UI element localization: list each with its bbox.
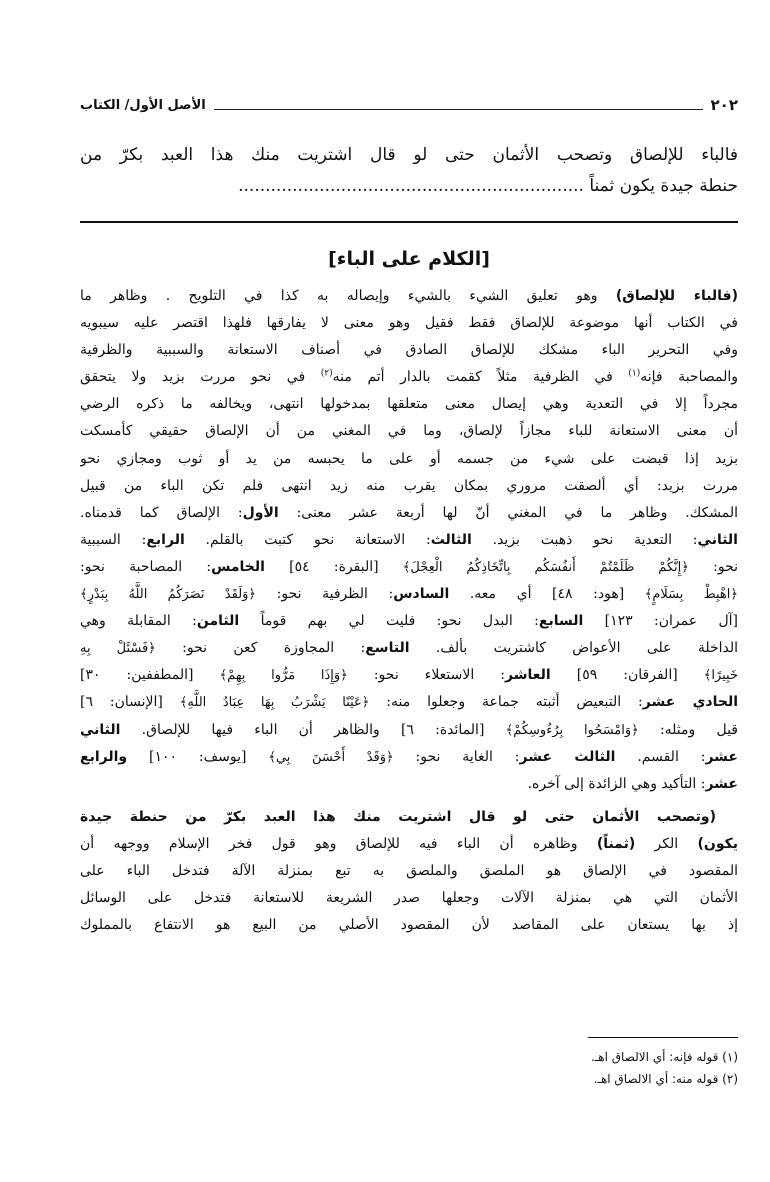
matn-text — [80, 140, 738, 202]
bold-term: الثامن — [196, 613, 240, 630]
commentary-line — [80, 912, 738, 939]
text-run: : الاستعلاء نحو: — [347, 667, 506, 684]
text-run: أن معنى الاستعانة للباء مجازاً لإلصاق، وما في المغني من أن الإلصاق حقيقي كأمسكت — [80, 423, 738, 440]
commentary-line — [80, 310, 738, 337]
commentary-line — [80, 527, 738, 554]
commentary-line — [80, 446, 738, 473]
text-run: المقصود في الإلصاق هو الملصق والملصق به تبع بمنزلة الآلة فتدخل الباء على — [80, 862, 738, 879]
footnote-marker: (٢) — [320, 368, 333, 379]
text-run: : المجاوزة كعن نحو: — [155, 640, 366, 657]
text-run: [هود: ٤٨] أي معه. — [449, 586, 645, 603]
text-run: : التبعيض أثبته جماعة وجعلوا منه: — [369, 694, 643, 711]
footnote-marker: (١) — [628, 368, 641, 379]
bold-term: عشر — [705, 748, 738, 765]
commentary-line — [80, 608, 738, 635]
commentary-line — [80, 744, 738, 771]
bold-term: الثالث عشر — [519, 748, 616, 765]
bold-term: (وتصحب الأثمان حتى لو قال اشتريت منك هذا العبد بكرّ من حنطة جيدة — [80, 808, 716, 825]
commentary-line — [80, 885, 738, 912]
text-run: في الكتاب أنها موضوعة للإلصاق فقط فقيل وهو معنى لا يفارقها فلهذا اقتصر عليه سيبويه — [80, 315, 738, 332]
bold-term: التاسع — [365, 640, 410, 657]
text-run: والمصاحبة فإنه — [640, 369, 738, 386]
text-run: : القسم. — [615, 748, 706, 765]
bold-term: (ثمناً) — [596, 835, 636, 852]
running-title: الأصل الأول/ الكتاب — [80, 97, 206, 113]
text-run: : الاستعانة نحو كتبت بالقلم. — [184, 531, 431, 548]
commentary-line — [80, 364, 738, 391]
footnote-2: (٢) قوله منه: أي الالصاق اهـ. — [593, 1072, 738, 1086]
quran-verse: ﴿اهْبِطْ بِسَلَامٍ﴾ — [644, 587, 738, 603]
text-run: : الغاية نحو: — [393, 748, 520, 765]
quran-verse: ﴿وَامْسَحُوا بِرُءُوسِكُمْ﴾ — [505, 722, 639, 738]
matn-line: حنطة جيدة يكون ثمناً ................................................................ — [238, 176, 738, 196]
text-run: الأثمان التي هي بمنزلة الآلات وجعلها صدر الشريعة للاستعانة فتدخل على الوسائل — [80, 890, 738, 907]
bold-term: الثاني — [697, 531, 738, 548]
quran-verse: ﴿إِنَّكُمْ ظَلَمْتُمْ أَنفُسَكُم بِاتِّخَاذِكُمُ الْعِجْلَ﴾ — [402, 559, 689, 575]
commentary-line — [80, 581, 738, 608]
text-run: [آل عمران: ١٢٣] — [583, 613, 738, 630]
text-run: [يوسف: ١٠٠] — [127, 748, 269, 765]
commentary-line — [80, 689, 738, 716]
footnote-1: (١) قوله فإنه: أي الالصاق اهـ. — [590, 1050, 738, 1064]
commentary-line — [80, 831, 738, 858]
commentary-line — [80, 473, 738, 500]
quran-verse: ﴿عَيْنًا يَشْرَبُ بِهَا عِبَادُ اللَّهِ﴾ — [179, 695, 370, 711]
text-run: : الإلصاق كما قدمناه. — [80, 504, 243, 521]
text-run: : المقابلة وهي — [80, 613, 197, 630]
text-run: مررت بزيد: أي ألصقت مروري بمكان يقرب منه زيد انتهى فلم تكن الباء من قبيل — [80, 477, 738, 494]
bold-term: (فالباء للإلصاق) — [615, 288, 738, 304]
text-run: [المطففين: ٣٠] — [80, 667, 220, 684]
bold-term: العاشر — [505, 667, 551, 684]
commentary-line — [80, 418, 738, 445]
quran-verse: خَبِيرًا﴾ — [703, 668, 738, 684]
page-number: ٢٠٢ — [710, 96, 738, 114]
commentary-line — [80, 717, 738, 744]
quran-verse: ﴿وَلَقَدْ نَصَرَكُمُ اللَّهُ بِبَدْرٍ﴾ — [80, 587, 257, 603]
text-run: مجرداً إلا في التعدية وهي إيصال معنى متعلقها بمدخولها انتهى، ويخالفه ما ذكره الرضي — [80, 396, 738, 413]
footnotes — [80, 1046, 738, 1090]
text-run: الكر — [635, 835, 698, 852]
text-run: في نحو مررت بزيد ولا يتحقق — [80, 369, 321, 386]
commentary-line — [80, 554, 738, 581]
commentary-line — [80, 337, 738, 364]
bold-term: يكون) — [697, 835, 738, 852]
commentary-line — [80, 283, 738, 310]
commentary-text — [80, 283, 738, 939]
commentary-line — [80, 635, 738, 662]
bold-term: الأول — [242, 504, 279, 521]
text-run: نحو: — [688, 558, 738, 575]
quran-verse: ﴿وَقَدْ أَحْسَنَ بِي﴾ — [268, 749, 394, 765]
text-run: : السببية — [80, 531, 147, 548]
text-run: : التأكيد وهي الزائدة إلى آخره. — [527, 775, 706, 792]
commentary-line — [80, 500, 738, 527]
text-run: [الإنسان: ٦] — [80, 694, 180, 711]
bold-term: السادس — [393, 586, 450, 603]
bold-term: السابع — [538, 613, 584, 630]
commentary-line — [80, 858, 738, 885]
section-title: [الكلام على الباء] — [328, 248, 490, 270]
bold-term: الثالث — [430, 531, 472, 548]
matn-separator-rule — [80, 221, 738, 223]
text-run: : البدل نحو: فليت لي بهم قوماً — [239, 613, 539, 630]
text-run: إذ بها يستعان على المقاصد لأن المقصود الأصلي من البيع هو الانتفاع بالمملوك — [80, 917, 738, 934]
text-run: : المصاحبة نحو: — [80, 558, 212, 575]
running-header — [80, 92, 738, 118]
text-run: : التعدية نحو ذهبت بزيد. — [471, 531, 698, 548]
text-run: الداخلة على الأعواض كاشتريت بألف. — [409, 640, 738, 657]
text-run: [البقرة: ٥٤] — [264, 558, 403, 575]
quran-verse: ﴿وَإِذَا مَرُّوا بِهِمْ﴾ — [219, 668, 348, 684]
text-run: قيل ومثله: — [638, 721, 738, 738]
text-run: [المائدة: ٦] والظاهر أن الباء فيها للإلصاق. — [120, 721, 506, 738]
text-run: وفي التحرير الباء مشكك للإلصاق الصادق في أصناف الاستعانة والسببية والظرفية — [80, 342, 738, 359]
bold-term: والرابع — [80, 748, 128, 765]
commentary-line — [80, 771, 738, 798]
text-run: في الظرفية مثلاً كقمت بالدار أتم منه — [332, 369, 629, 386]
footnote-rule — [588, 1037, 738, 1038]
text-run: وهو تعليق الشيء بالشيء وإيصاله به كذا في التلويح . وظاهر ما — [80, 288, 616, 304]
text-run: [الفرقان: ٥٩] — [550, 667, 704, 684]
text-run: وظاهره أن الباء فيه للإلصاق وهو قول فخر الإسلام ووجهه أن — [80, 835, 597, 852]
text-run: بزيد إذا قبضت على شيء من جسمه أو على ما يحبسه من يد أو ثوب ومجازي نحو — [80, 450, 738, 467]
commentary-line — [80, 391, 738, 418]
header-rule — [214, 109, 703, 110]
bold-term: عشر — [705, 775, 738, 792]
text-run: : الظرفية نحو: — [256, 586, 394, 603]
commentary-line — [80, 804, 738, 831]
text-run: المشكك. وظاهر ما في المغني أنّ لها أربعة عشر معنى: — [278, 504, 738, 521]
quran-verse: ﴿فَسْئَلْ بِهِ — [80, 641, 156, 657]
bold-term: الحادي عشر — [642, 694, 738, 711]
bold-term: الثاني — [80, 721, 121, 738]
bold-term: الرابع — [146, 531, 185, 548]
commentary-line — [80, 662, 738, 689]
matn-line: فالباء للإلصاق وتصحب الأثمان حتى لو قال اشتريت منك هذا العبد بكرّ من — [80, 145, 738, 165]
bold-term: الخامس — [211, 558, 265, 575]
